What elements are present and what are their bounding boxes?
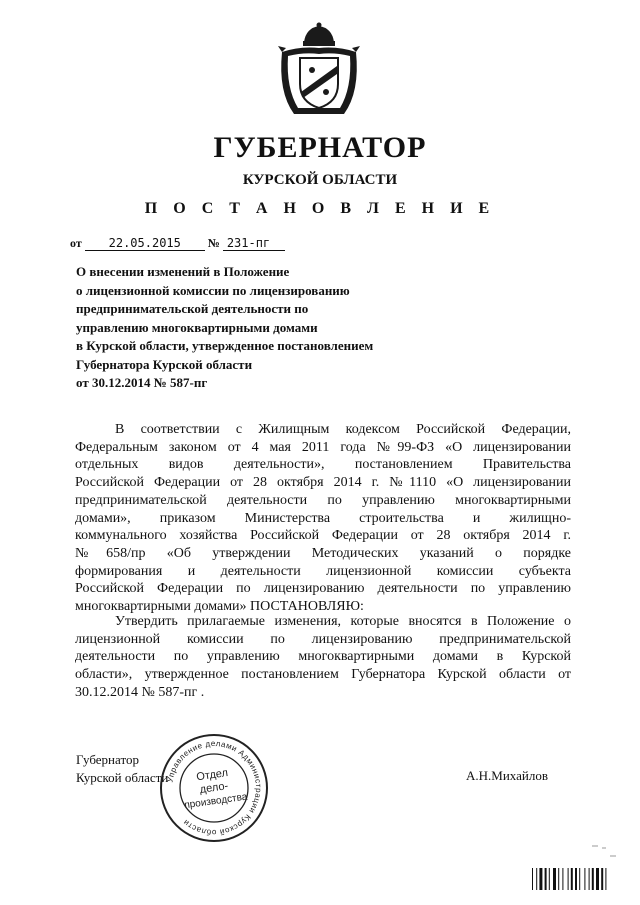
position-line: Курской области xyxy=(76,770,169,785)
paragraph-line: области», утвержденное постановлением Губернатора Курской области от xyxy=(75,667,571,683)
barcode-bar xyxy=(596,868,599,890)
barcode-bar xyxy=(536,868,537,890)
signatory-position xyxy=(76,751,168,787)
subject-line: О внесении изменений в Положение xyxy=(76,264,290,279)
document-title: ГУБЕРНАТОР xyxy=(213,131,427,164)
paragraph-line: Утвердить прилагаемые изменения, которые вносятся в Положение о xyxy=(115,614,571,629)
barcode-bar xyxy=(532,868,533,890)
subject-line: Губернатора Курской области xyxy=(76,356,253,372)
barcode-bar xyxy=(568,868,569,890)
coat-of-arms-emblem xyxy=(276,22,362,122)
subject-line: управлению многоквартирными домами xyxy=(76,319,318,335)
paragraph-line: 30.12.2014 № 587-пг . xyxy=(75,684,205,700)
barcode-bar xyxy=(553,868,556,890)
document-date: 22.05.2015 xyxy=(85,236,205,251)
paragraph-line: лицензионной комиссии по лицензированию предпринимательской xyxy=(75,631,571,647)
number-label: № xyxy=(207,236,220,250)
barcode-bar xyxy=(571,868,573,890)
stamp-center-line: дело- xyxy=(199,780,229,796)
paragraph-preamble xyxy=(75,421,571,616)
barcode-image xyxy=(532,868,624,890)
document-type: П О С Т А Н О В Л Е Н И Е xyxy=(144,200,496,217)
document-meta xyxy=(70,236,285,251)
paragraph-line: многоквартирными домами» ПОСТАНОВЛЯЮ: xyxy=(75,599,364,615)
paragraph-line: В соответствии с Жилищным кодексом Российской Федерации, xyxy=(115,422,571,437)
barcode-bar xyxy=(584,868,585,890)
paragraph-resolution xyxy=(75,613,571,702)
barcode-bar xyxy=(562,868,563,890)
paragraph-line: отдельных видов деятельности», постановлением Правительства xyxy=(75,457,571,473)
barcode-bar xyxy=(589,868,590,890)
paragraph-line: коммунального хозяйства Российской Федерации от 28 октября 2014 г. xyxy=(75,528,571,544)
paragraph-line: деятельности по управлению многоквартирными домами в Курской xyxy=(75,649,571,665)
subject-block xyxy=(76,263,373,393)
subject-line: предпринимательской деятельности по xyxy=(76,301,309,316)
position-line: Губернатор xyxy=(76,752,139,767)
scan-marks xyxy=(590,842,620,862)
barcode-bar xyxy=(592,868,594,890)
paragraph-line: домами», приказом Министерства строительства и жилищно- xyxy=(75,510,571,526)
paragraph-line: формирования и деятельности лицензионной комиссии субъекта xyxy=(75,563,571,579)
barcode-bar xyxy=(558,868,559,890)
subject-line: в Курской области, утвержденное постановлением xyxy=(76,338,374,353)
paragraph-line: Федеральным законом от 4 мая 2011 года №99-ФЗ «О лицензировании xyxy=(75,439,571,455)
barcode-bar xyxy=(549,868,550,890)
paragraph-line: №658/пр «Об утверждении Методических указаний о порядке xyxy=(75,545,571,561)
barcode-bar xyxy=(545,868,547,890)
paragraph-line: предпринимательской деятельности по управлению многоквартирными xyxy=(75,492,571,508)
date-label: от xyxy=(70,236,82,250)
barcode-bar xyxy=(605,868,606,890)
office-stamp xyxy=(158,732,270,844)
stamp-center-line: производства xyxy=(183,791,249,812)
paragraph-line: Российской Федерации от 28 октября 2014 г. №1110 «О лицензировании xyxy=(75,475,571,491)
subject-line: о лицензионной комиссии по лицензированию xyxy=(76,282,350,298)
barcode-bar xyxy=(575,868,577,890)
signatory-name: А.Н.Михайлов xyxy=(466,768,548,783)
barcode-bar xyxy=(601,868,603,890)
barcode-bar xyxy=(539,868,542,890)
subject-line: от 30.12.2014 № 587-пг xyxy=(76,375,208,390)
barcode-bar xyxy=(579,868,580,890)
stamp-ring-text: Управление делами Администрации Курской области xyxy=(165,738,264,838)
stamp-center-line: Отдел xyxy=(195,766,229,784)
region-name: КУРСКОЙ ОБЛАСТИ xyxy=(242,172,398,188)
paragraph-line: Российской Федерации по лицензированию деятельности по управлению xyxy=(75,581,571,597)
document-number: 231-пг xyxy=(223,236,285,251)
